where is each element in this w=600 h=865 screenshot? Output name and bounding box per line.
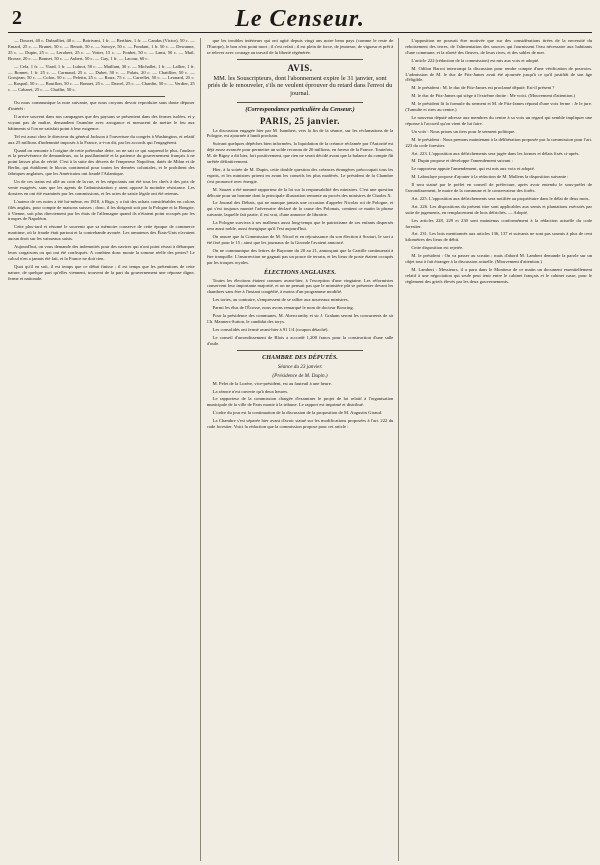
paragraph: Cette plus-tard et résumé le souvenir que sa mémoire conserve de cette époque de commerce maritime, où la fraude était partout et la contrebande avouée. Les armateurs des États-Unis n'avaient aucun droit sur les vaisseaux saisis. (8, 224, 195, 242)
paragraph: Le rapporteur de la commission chargée d'examiner le projet de loi relatif à l'organisation municipale de la ville de Paris monte à la tribune. Le rapport est imprimé et distribué. (206, 396, 394, 408)
paragraph: On assure que la Commission de M. Nicod et en réjouissance du son élection à Scutari, le sort a été fixé pour le 15 ; ainsi que les journaux de la Gironde l'avaient annoncé. (206, 234, 394, 245)
paragraph: M. Dupin propose et développe l'amendement suivant : (411, 158, 513, 164)
paragraph: La séance n'est ouverte qu'à deux heures. (212, 388, 289, 394)
divider (237, 102, 364, 103)
paragraph: Hier, à la soirée de M. Dupin, cette double question des créances étrangères préoccupait tous les esprits, et les ministres prirent en avant les conseils les plus modérés. Le président de la Chambre s'est prononcé avec énergie. (206, 166, 394, 184)
paragraph: M. le duc de Fitz-James qui siège à l'extrême droite : Me voici. (Mouvement d'attention.) (411, 93, 576, 99)
column-1 (8, 38, 201, 861)
divider (38, 96, 165, 97)
article-columns (8, 38, 592, 861)
notice-text: MM. les Souscripteurs, dont l'abonnement expire le 31 janvier, sont priés de le renouveler, s'ils ne veulent éprouver du retard dans l'envoi du journal. (207, 74, 393, 97)
paragraph: Il sera statué par le préfet en conseil de préfecture, après avoir entendu le sous-préfet de l'arrondissement, le maire de la commune et le conservateur des forêts. (405, 182, 593, 194)
notice-heading: AVIS. (287, 62, 313, 73)
paragraph: M. Odilon Barrot interrompt la discussion pour rendre compte d'une vérification de pouvoirs. L'admission de M. le duc de Fitz-James avait été ajournée jusqu'à ce qu'il justifiât de son âge d'éligible. (405, 65, 593, 83)
session-president: (Présidence de M. Dupin.) (272, 372, 328, 379)
paragraph: La discussion engagée hier par M. Isambert, vers la fin de la séance, sur les réclamations de la Pologne, est ajournée à lundi prochain. (206, 127, 394, 139)
paragraph: que les troubles intérieurs qui ont agité depuis vingt ans notre beau pays (comme le reste de l'Europe), le bon n'est point mort ; il s'est refait ; il est plein de force, de jeunesse, de vigueur et prêt à se relever avec courage au travail de la liberté régénérée. (206, 38, 394, 55)
paragraph: Les consolidés ont fermé avant-hier à 91 1/4 (coupon détaché). (212, 326, 329, 332)
paragraph: Les tories, au contraire, s'empressent de se rallier aux nouveaux ministres. (212, 297, 349, 303)
paragraph: L'article 222 (rédaction de la commission) est mis aux voix et adopté. (411, 57, 540, 63)
paragraph: Quoi qu'il en soit, il est temps que ce débat finisse ; il est temps que les prétentions de cette nature, de quelque part qu'elles viennent, trouvent de la part du gouvernement une réponse digne, ferme et nationale. (8, 263, 195, 281)
paragraph: M. le président : Nous prenons maintenant à la délibération proposée par la commission pour l'art. 223 du code forestier. (405, 136, 593, 148)
paragraph: Art. 225. L'opposition aux défrichements sera notifiée au propriétaire dans le délai de deux mois. (411, 195, 590, 201)
newspaper-title: Le Censeur. (235, 6, 365, 32)
masthead (8, 6, 592, 33)
divider (237, 59, 364, 60)
paragraph: Cette disposition est rejetée. (411, 245, 464, 251)
paragraph: Aujourd'hui, on vous demande des indemnités pour des navires qui n'ont point réussi à débarquer leurs cargaisons ou qui ont été confisqués. A combien donc monte la somme réelle des pertes? Le calcul n'en a jamais été fait, et la France ne doit rien. (8, 244, 195, 261)
paragraph: La Pologne survivra à ses malheurs aussi long-temps que le patriotisme de ses enfants dispersés sera aussi noble, aussi énergique qu'il l'est aujourd'hui. (206, 220, 394, 232)
section-heading: ÉLECTIONS ANGLAISES. (264, 268, 336, 276)
paragraph: M. le président lit la formule du serment et M. de Fitz-James répond d'une voix ferme : Je le jure. (Tumulte et rires au centre.) (405, 101, 593, 113)
paragraph: M. Pelet de la Lozère, vice-président, est au fauteuil à une heure. (212, 380, 332, 386)
page-number: 2 (12, 7, 22, 29)
paragraph: Toutes les élections étaient connues avant-hier, à l'exception d'une vingtaine. Les réformistes conservent leur importante majorité, et on ne pensait pas que le ministère pût se présenter devant les chambres sans être à l'instant congédié, à moins d'un programme modifié. (206, 277, 394, 295)
paragraph: M. le président : On va passer au scrutin ; mais d'abord M. Lambert demande la parole sur un objet tout à fait étranger à la discussion actuelle. (Mouvement d'attention.) (405, 253, 593, 265)
paragraph: M. Laboulaye propose d'ajouter à la rédaction de M. Mullens la disposition suivante : (411, 174, 569, 180)
paragraph: La Chambre s'est séparée hier avant d'avoir statué sur les modifications proposées à l'art. 222 du code forestier. Voici la rédaction que la commission propose pour cet article : (206, 418, 394, 430)
paragraph: Tel est aussi chez le directeur du général Jackson à l'ouverture du congrès à Washington, et relatif aux 25 millions d'indemnité imposés à la France, a-t-on dit, par les accords qui l'engagèrent. (8, 133, 195, 145)
paragraph: M. Sauzet a été nommé rapporteur de la loi sur la responsabilité des ministres. C'est une question délicate pour un homme dont la principale illustration remonte au procès des ministres de Charles X. (206, 186, 394, 198)
paragraph: L'auteur de ces notes a été lui-même, en 1810, à Riga, y a fait des achats considérables en colons filés anglais, pour compte de maisons suisses ; donc, il les dirigeait soit par la Pologne et la Hongrie, à Vienne, soit plus directement par les états de l'allemagne quand ils n'étaient point occupés par les troupes de Napoléon. (8, 198, 195, 222)
session-date: Séance du 23 janvier. (277, 363, 323, 370)
section-heading: CHAMBRE DES DÉPUTÉS. (262, 353, 338, 361)
column-3 (405, 38, 592, 861)
paragraph: Le Journal des Débats, qui ne manque jamais une occasion d'appeler Nicolas roi de Pologne, et qui s'est toujours montré l'adversaire déclaré de la cause des Polonais, contient ce matin la phrase suivante, laquelle fait partie, il est vrai, d'une annonce de librairie. (206, 200, 394, 218)
paragraph: Art. 231. Les bois mentionnés aux articles 136, 137 et suivants ne sont pas soumis à plus de cent kilomètres des lieux de débit. (405, 231, 593, 243)
paragraph: Quand on remonte à l'origine de cette prétendue dette, on ne sait ce qui surprend le plus, l'audace et la persévérance de demandeurs, ou la pusillanimité et la patience du gouvernement français à ne point laisser plus de vérité. C'est à la suite des décrets de l'empereur Napoléon, datés de Milan et de Berlin, qui établirent le blocus continental pour toutes les denrées coloniales, et le prohibent des fabriques anglaises, que les Américains ont fraudé l'Atlantique. (8, 147, 195, 177)
paragraph: L'opposition ne pouvait être motivée que sur des considérations tirées de la necessité du reboisement des terres, de l'alimentation des sources qui fournissent l'eau nécessaire aux habitants d'une commune, et la sûreté des fleuves, de leurs rives, et des sables de mer. (405, 38, 593, 55)
paragraph: Un voix : Nous prions un tiers pour le serment politique. (411, 128, 516, 134)
paragraph: Pour la présidence des communes, M. Abercromby et sir J. Graham seront les concurrents de sir Ch. Manners-Sutton, le candidat des torys. (206, 313, 394, 324)
subscriber-list: — Doucet, 40 c. Dubuilliet, 40 c. — Boirivant, 1 fr. — Berthier, 1 fr. — Candas (Victor), 50 c. — Emard, 25 c. — Brunet, 50 c. — Benoit, 50 c. — Savoye, 50 c. — Fondant, 1 fr. 50 c. — Dewanne, 25 c. — Dupin, 25 c. — Lerobert, 25 c. — Votier, 15 c. — Fonbet, 50 c. — Lami, 50 c. — Mail, Brosse, 20 c. — Bonnet, 50 c. — Aubert, 50 c. — Gay, 1 fr. — Lacour, 60 c. (8, 38, 195, 61)
dateline-heading: PARIS, 25 janvier. (260, 115, 341, 126)
paragraph: Ou nous communique la note suivante, que nous croyons devoir reproduire sans doute déposer d'intérêt : (8, 100, 195, 112)
paragraph: Art. 223. L'opposition aux défrichements sera jugée dans les formes et délais fixés ci-après. (411, 150, 580, 156)
paragraph: L'ordre du jour est la continuation de la discussion de la proposition de M. Augustin Giraud. (212, 410, 383, 416)
section-heading: (Correspondance particulière du Censeur.) (245, 105, 355, 113)
paragraph: Les articles 228, 229 et 230 sont maintenus conformément à la rédaction actuelle du code forestier. (405, 217, 593, 229)
paragraph: Parmi les élus de l'Écosse, nous avons remarqué le nom de docteur Bowring. (212, 305, 354, 311)
paragraph: Art. 226. Les dispositions du présent titre sont applicables aux semis et plantations exécutés par suite de jugements, en remplacement de bois défrichés. — Adopté. (405, 203, 593, 215)
paragraph: M. le président : M. le duc de Fitz-James est proclamé député. Est-il présent ? (411, 85, 555, 91)
paragraph: Un de ces trains est allé au coin de la rue, et les négociants ont été tous les chefs à des prix de vente exagérés, sans que les agents de l'administration y aient opposé la moindre résistance. Les dossiers en ont été examinés par les commissions, et les actes de saisie légale ont été retenus. (8, 179, 195, 196)
paragraph: Le conseil d'arrondissement de Blois a accordé 1,200 francs pour la construction d'une salle d'asile. (206, 334, 394, 346)
paragraph: M. Lambert : Messieurs, il a paru dans le Moniteur de ce matin un document essentiellement relatif à une négociation qui seule peut tenir entre le cabinet français et le cabinet russe, pour le règlement des griefs élevés par les deux gouvernements. (405, 267, 593, 284)
divider (237, 350, 364, 351)
paragraph: On ne communique des lettres de Bayonne du 20 au 21, annonçant que la Castille continuerait à être tranquille. L'insurrection ne gagnait pas un pouce de terrain, et les lieux de poste étaient occupés par les troupes royales. (206, 247, 394, 265)
paragraph: Il arrive souvent dans nos campagnes que des paysans se présentent dans des fermes isolées, et y voyant pas de maître, demandent l'aumône avec arrogance et menacent de mettre le feu aux bâtiments si l'on ne satisfait point à leur exigence. (8, 113, 195, 131)
paragraph: Le rapporteur appuie l'amendement, qui est mis aux voix et adopté. (411, 166, 535, 172)
column-2 (207, 38, 400, 861)
subscriber-list: — Cela, 1 fr. — Viard, 1 fr. — Lubrot, 50 c. — Maillant, 30 c. — Michallet, 1 fr. — Lallier, 1 fr. — Bonnet, 1 fr. 25 c. — Carmaud, 25 c. — Dubet, 50 c. — Palais, 20 c. — Chatillier, 50 c. — Grosjean, 50 c. — Colon, 50 c. — Peletin, 25 c. — Roux, 75 c. — Carrellet, 50 c. — Leonard, 25 c. — Raspail, 50 c. — Bouillon, 50 c. — Bonnet, 25 c. — Darcel, 25 c. — Chardin, 50 c. — Verdier, 25 c. — Cabaret, 25 c. — Chaffin, 50 c. (8, 63, 195, 93)
paragraph: Le nouveau député adresse aux membres du centre à sa voix un regard qui semble impliquer une réponse à l'accueil qu'on vient de lui faire. (405, 114, 593, 126)
paragraph: Suivant quelques dépêches bien informées, la liquidation de la créance réclamée par l'Autorité est déjà assez avancée pour permettre un solde reconnu de 20 millions, en faveur de la France. Toutefois, M. de Rigny a dit hier, fort positivement, que rien ne serait décidé avant que la balance du compte fût arrêtée définitivement. (206, 141, 394, 165)
